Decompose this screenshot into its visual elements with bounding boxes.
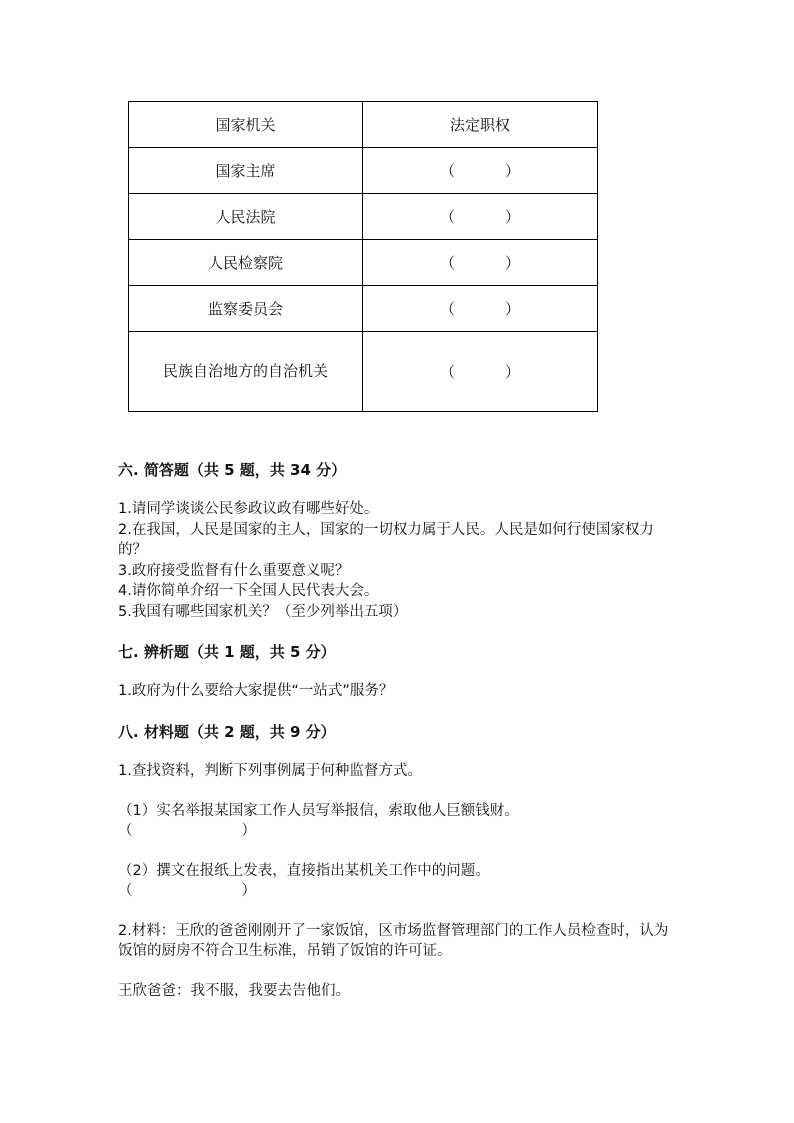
organ-cell: 监察委员会 (129, 286, 363, 332)
answer-blank[interactable]: （ ） (440, 254, 520, 272)
section-6-title: 六. 简答题（共 5 题，共 34 分） (118, 461, 347, 479)
answer-blank[interactable]: （ ） (440, 363, 520, 381)
table-row (129, 286, 598, 332)
table-row (129, 194, 598, 240)
question-item: 1.请同学谈谈公民参政议政有哪些好处。 (118, 501, 379, 517)
material-text: 2.材料：王欣的爸爸刚刚开了一家饭馆，区市场监督管理部门的工作人员检查时，认为饭馆的厨房不符合卫生标准，吊销了饭馆的许可证。 (118, 922, 669, 959)
organ-cell: 国家主席 (129, 148, 363, 194)
answer-blank[interactable]: （ ） (118, 823, 256, 839)
sub-question: （1）实名举报某国家工作人员写举报信，索取他人巨额钱财。 (118, 802, 519, 819)
section-7 (118, 641, 678, 702)
answer-blank[interactable]: （ ） (440, 162, 520, 180)
table-row (129, 332, 598, 412)
sub-question: （2）撰文在报纸上发表，直接指出某机关工作中的问题。 (118, 862, 490, 879)
answer-line[interactable] (118, 821, 678, 842)
table-row (129, 148, 598, 194)
power-blank-cell[interactable] (363, 148, 598, 194)
powers-table (128, 101, 598, 412)
answer-line[interactable] (118, 881, 678, 902)
section-6 (118, 459, 678, 622)
question-item: 4.请你简单介绍一下全国人民代表大会。 (118, 583, 379, 599)
header-power: 法定职权 (363, 102, 598, 148)
material-quote: 王欣爸爸：我不服，我要去告他们。 (118, 982, 350, 999)
question-item: 1.查找资料，判断下列事例属于何种监督方式。 (118, 763, 422, 779)
question-item: 5.我国有哪些国家机关？（至少列举出五项） (118, 603, 408, 620)
power-blank-cell[interactable] (363, 286, 598, 332)
power-blank-cell[interactable] (363, 240, 598, 286)
organ-cell-text: 民族自治地方的自治机关 (162, 362, 328, 380)
power-blank-cell[interactable] (363, 194, 598, 240)
organ-cell: 人民检察院 (129, 240, 363, 286)
answer-blank[interactable]: （ ） (118, 883, 256, 899)
organ-cell: 人民法院 (129, 194, 363, 240)
section-8-title: 八. 材料题（共 2 题，共 9 分） (118, 723, 336, 741)
power-blank-cell[interactable] (363, 332, 598, 412)
question-item: 2.在我国，人民是国家的主人，国家的一切权力属于人民。人民是如何行使国家权力的？ (118, 521, 654, 558)
table-row (129, 240, 598, 286)
section-8 (118, 721, 678, 1001)
organ-cell (129, 332, 363, 412)
table-header-row (129, 102, 598, 148)
header-organ: 国家机关 (129, 102, 363, 148)
question-item: 3.政府接受监督有什么重要意义呢？ (118, 562, 350, 579)
section-7-title: 七. 辨析题（共 1 题，共 5 分） (118, 643, 336, 661)
answer-blank[interactable]: （ ） (440, 300, 520, 318)
question-item: 1.政府为什么要给大家提供“一站式”服务？ (118, 683, 394, 699)
answer-blank[interactable]: （ ） (440, 208, 520, 226)
